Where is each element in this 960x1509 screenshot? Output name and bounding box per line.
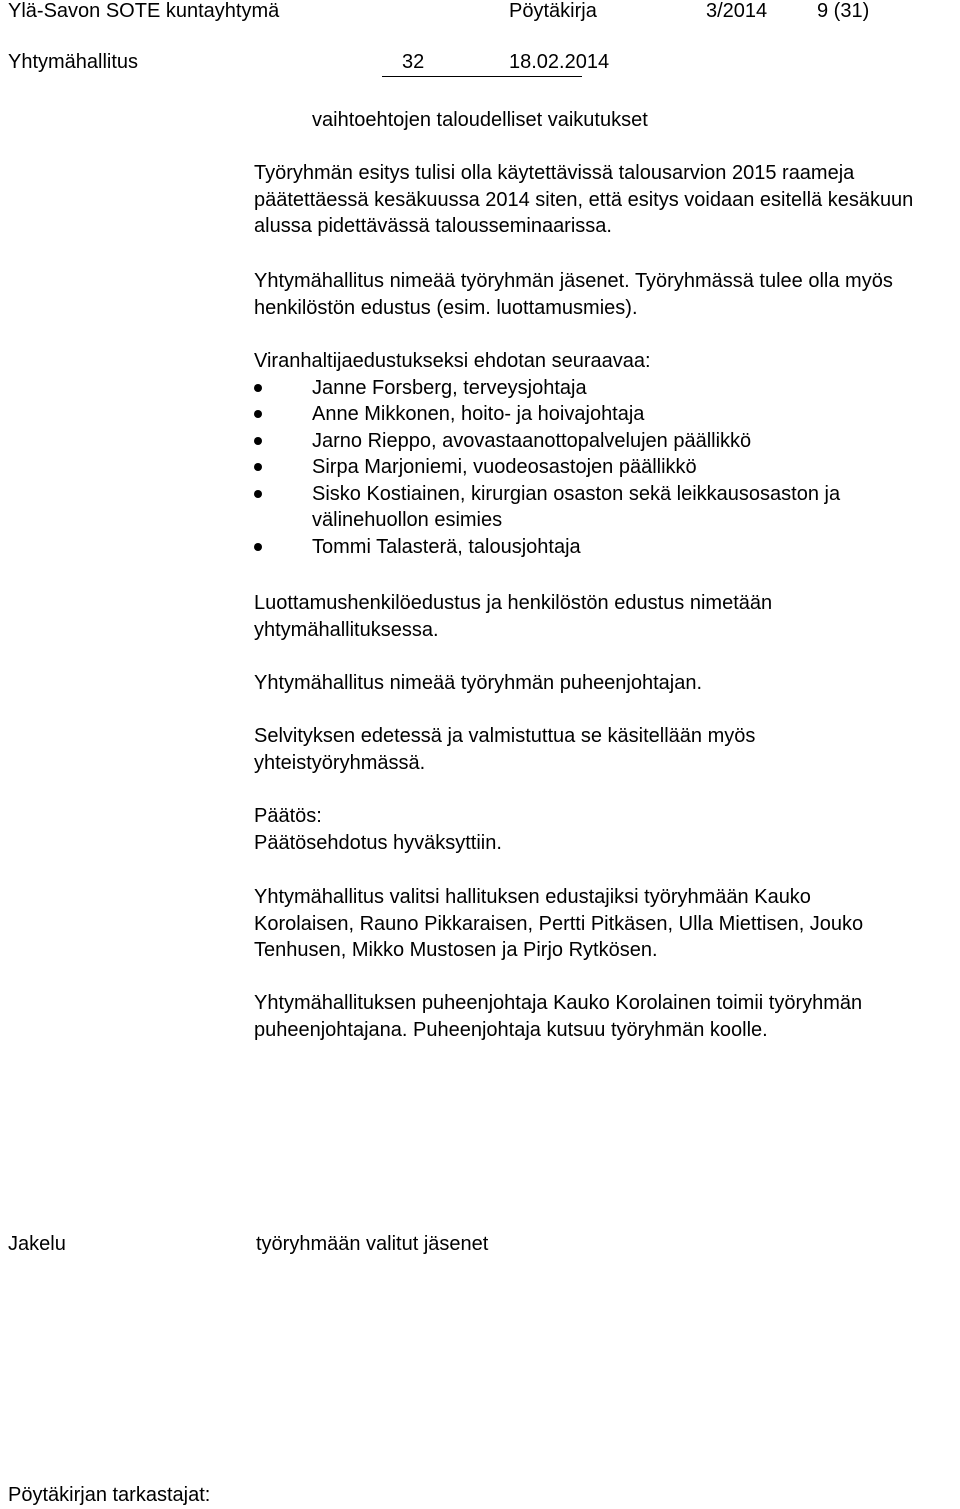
list-item: Tommi Talasterä, talousjohtaja (254, 534, 944, 561)
distribution-label: Jakelu (8, 1233, 66, 1255)
paragraph-chairperson: Yhtymähallituksen puheenjohtaja Kauko Korolainen toimii työryhmän puheenjohtajana. Puheenjohtaja kutsuu työryhmän koolle. (254, 992, 863, 1041)
bullet-icon (254, 410, 262, 418)
bullet-icon (254, 490, 262, 498)
reviewers-label: Pöytäkirjan tarkastajat: (8, 1484, 211, 1506)
bullet-icon (254, 437, 262, 445)
list-intro: Viranhaltijaedustukseksi ehdotan seuraavaa: (254, 350, 651, 372)
page-number: 9 (31) (817, 0, 870, 22)
list-item: Sisko Kostiainen, kirurgian osaston sekä leikkausosaston ja välinehuollon esimies (254, 481, 944, 534)
continuation-text: vaihtoehtojen taloudelliset vaikutukset (312, 109, 648, 131)
distribution-value: työryhmään valitut jäsenet (256, 1233, 489, 1255)
document-type: Pöytäkirja (509, 0, 597, 22)
body-name: Yhtymähallitus (8, 51, 139, 73)
paragraph-members: Yhtymähallitus nimeää työryhmän jäsenet. Työryhmässä tulee olla myös henkilöstön edustus (esim. luottamusmies). (254, 270, 893, 319)
decision-block (254, 803, 944, 856)
decision-text: Päätösehdotus hyväksyttiin. (254, 831, 502, 854)
list-item: Janne Forsberg, terveysjohtaja (254, 375, 944, 402)
bullet-icon (254, 384, 262, 392)
paragraph-board-representatives: Yhtymähallitus valitsi hallituksen edustajiksi työryhmään Kauko Korolaisen, Rauno Pikkaraisen, Pertti Pitkäsen, Ulla Miettisen, Jouko Tenhusen, Mikko Mustosen ja Pirjo Rytkösen. (254, 886, 864, 961)
representatives-list (254, 375, 944, 561)
list-item: Anne Mikkonen, hoito- ja hoivajohtaja (254, 401, 944, 428)
section-number: 32 (402, 51, 425, 73)
paragraph-chair: Yhtymähallitus nimeää työryhmän puheenjohtajan. (254, 672, 703, 694)
list-item: Jarno Rieppo, avovastaanottopalvelujen päällikkö (254, 428, 944, 455)
official-representatives (254, 348, 944, 560)
paragraph-schedule: Työryhmän esitys tulisi olla käytettävissä talousarvion 2015 raameja päätettäessä kesäkuussa 2014 siten, että esitys voidaan esitellä kesäkuun alussa pidettävässä talousseminaarissa. (254, 162, 914, 237)
paragraph-progress: Selvityksen edetessä ja valmistuttua se käsitellään myös yhteistyöryhmässä. (254, 725, 756, 774)
paragraph-trustee-representation: Luottamushenkilöedustus ja henkilöstön edustus nimetään yhtymähallituksessa. (254, 592, 773, 641)
list-item: Sirpa Marjoniemi, vuodeosastojen päällikkö (254, 454, 944, 481)
header-rule (382, 76, 582, 77)
bullet-icon (254, 543, 262, 551)
bullet-icon (254, 463, 262, 471)
meeting-date: 18.02.2014 (509, 51, 610, 73)
document-number: 3/2014 (706, 0, 768, 22)
organization-name: Ylä-Savon SOTE kuntayhtymä (8, 0, 280, 22)
decision-label: Päätös: (254, 805, 322, 827)
